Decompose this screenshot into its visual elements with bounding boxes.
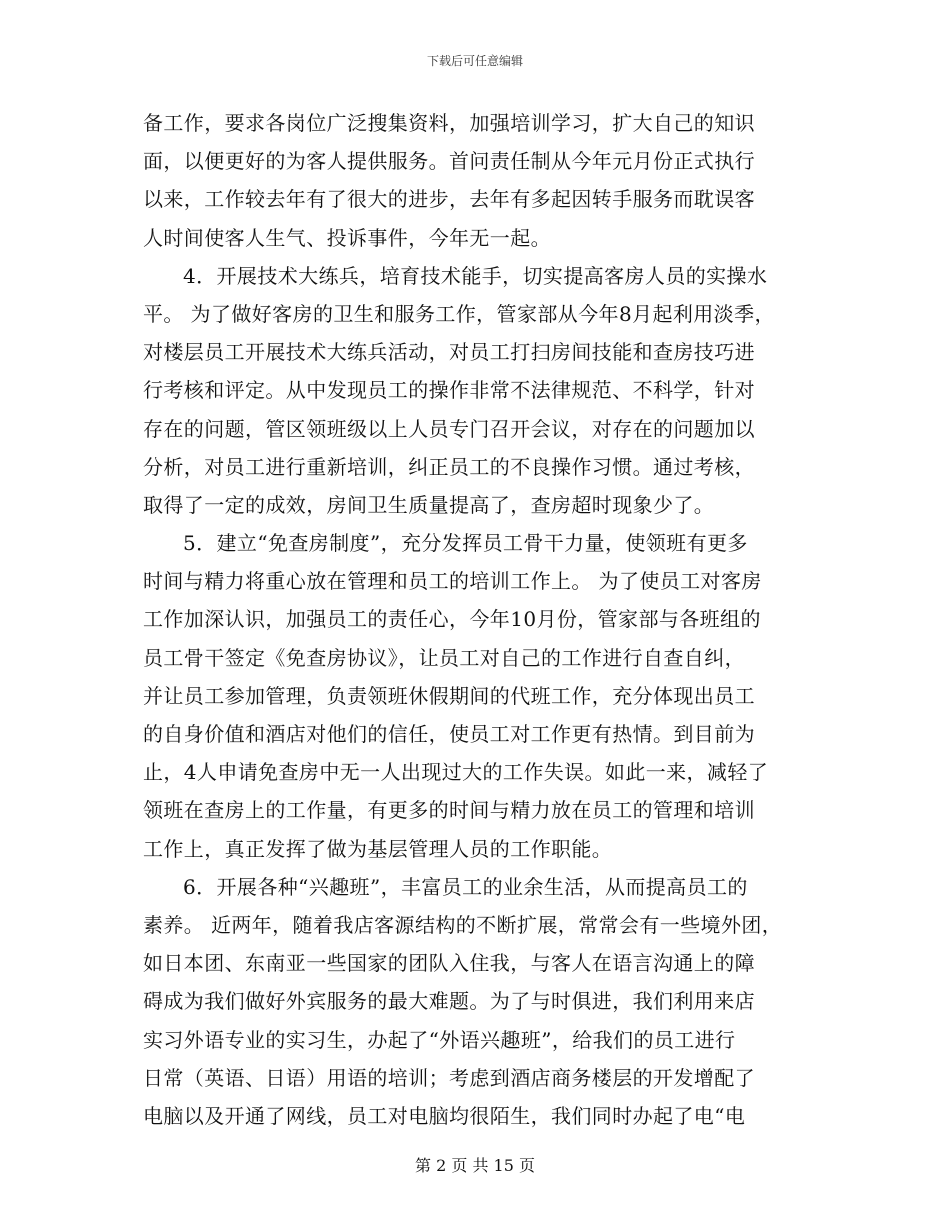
text-line: 领班在查房上的工作量，有更多的时间与精力放在员工的管理和培训 xyxy=(143,798,755,823)
text-line: 电脑以及开通了网线，员工对电脑均很陌生，我们同时办起了电“电 xyxy=(143,1103,746,1128)
text-line: 以来，工作较去年有了很大的进步，去年有多起因转手服务而耽误客 xyxy=(143,187,755,212)
text-line: 取得了一定的成效，房间卫生质量提高了，查房超时现象少了。 xyxy=(143,492,715,517)
paragraph-heading-5: 5．建立“免查房制度”，充分发挥员工骨干力量，使领班有更多 xyxy=(183,531,748,556)
text-line: 人时间使客人生气、投诉事件，今年无一起。 xyxy=(143,225,551,250)
text-line: 分析，对员工进行重新培训，纠正员工的不良操作习惯。通过考核， xyxy=(143,454,755,479)
text-line: 的自身价值和酒店对他们的信任，使员工对工作更有热情。到目前为 xyxy=(143,722,755,746)
page-header: 下载后可任意编辑 xyxy=(426,54,523,68)
paragraph-heading-6: 6．开展各种“兴趣班”，丰富员工的业余生活，从而提高员工的 xyxy=(183,874,748,899)
text-line: 员工骨干签定《免查房协议》，让员工对自己的工作进行自查自纠， xyxy=(143,645,745,670)
text-line: 如日本团、东南亚一些国家的团队入住我，与客人在语言沟通上的障 xyxy=(143,951,755,976)
document-body xyxy=(143,104,807,1135)
text-line: 碍成为我们做好外宾服务的最大难题。为了与时俱进，我们利用来店 xyxy=(143,989,755,1014)
text-line: 工作加深认识，加强员工的责任心，今年10月份，管家部与各班组的 xyxy=(143,607,761,632)
text-line: 素养。 近两年，随着我店客源结构的不断扩展，常常会有一些境外团， xyxy=(143,912,783,937)
text-line: 日常（英语、日语）用语的培训；考虑到酒店商务楼层的开发增配了 xyxy=(143,1065,755,1090)
text-line: 时间与精力将重心放在管理和员工的培训工作上。 为了使员工对客房 xyxy=(143,569,762,594)
text-line: 实习外语专业的实习生，办起了“外语兴趣班”，给我们的员工进行 xyxy=(143,1027,736,1052)
page-footer: 第 2 页 共 15 页 xyxy=(415,1156,535,1175)
text-line: 止，4人申请免查房中无一人出现过大的工作失误。如此一来，减轻了 xyxy=(143,760,769,785)
text-line: 行考核和评定。从中发现员工的操作非常不法律规范、不科学，针对 xyxy=(143,378,755,403)
text-line: 存在的问题，管区领班级以上人员专门召开会议，对存在的问题加以 xyxy=(143,416,755,441)
text-line: 面，以便更好的为客人提供服务。首问责任制从今年元月份正式执行 xyxy=(143,149,755,174)
text-line: 对楼层员工开展技术大练兵活动，对员工打扫房间技能和查房技巧进 xyxy=(143,340,755,365)
text-line: 平。 为了做好客房的卫生和服务工作，管家部从今年8月起利用淡季， xyxy=(143,301,775,326)
paragraph-heading-4: 4．开展技术大练兵，培育技术能手，切实提高客房人员的实操水 xyxy=(183,263,768,288)
text-line: 工作上，真正发挥了做为基层管理人员的工作职能。 xyxy=(143,836,613,861)
text-line: 备工作，要求各岗位广泛搜集资料，加强培训学习，扩大自己的知识 xyxy=(143,111,755,135)
text-line: 并让员工参加管理，负责领班休假期间的代班工作，充分体现出员工 xyxy=(143,683,755,708)
